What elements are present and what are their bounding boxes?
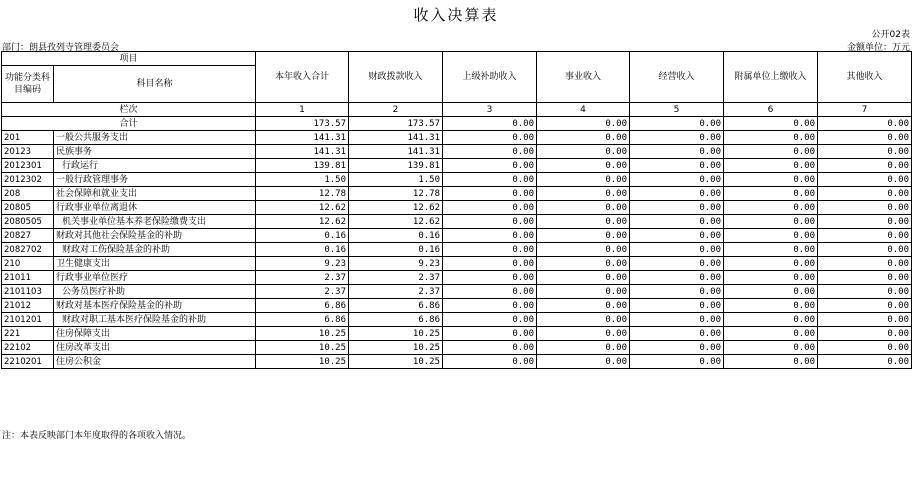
subject-name-cell: 机关事业单位基本养老保险缴费支出 <box>54 215 256 229</box>
amount-cell: 0.00 <box>630 243 724 257</box>
total-value: 0.00 <box>443 117 537 131</box>
amount-cell: 0.00 <box>630 313 724 327</box>
amount-cell: 0.00 <box>537 313 630 327</box>
header-function-code: 功能分类科目编码 <box>2 66 54 103</box>
amount-cell: 0.00 <box>818 285 912 299</box>
amount-cell: 0.00 <box>537 355 630 369</box>
amount-cell: 6.86 <box>256 299 349 313</box>
table-row <box>2 355 912 369</box>
function-code-cell: 2012301 <box>2 159 54 173</box>
amount-cell: 0.00 <box>724 229 818 243</box>
amount-cell: 1.50 <box>349 173 443 187</box>
amount-cell: 0.00 <box>443 341 537 355</box>
amount-cell: 0.00 <box>443 145 537 159</box>
header-other-income: 其他收入 <box>818 52 912 103</box>
index-number: 2 <box>349 103 443 117</box>
index-number: 3 <box>443 103 537 117</box>
subject-name-cell: 住房公积金 <box>54 355 256 369</box>
amount-cell: 0.00 <box>537 131 630 145</box>
amount-unit-label: 金额单位：万元 <box>846 43 910 53</box>
amount-cell: 6.86 <box>349 299 443 313</box>
amount-cell: 0.00 <box>537 271 630 285</box>
total-value: 0.00 <box>630 117 724 131</box>
amount-cell: 0.00 <box>818 229 912 243</box>
total-value: 173.57 <box>256 117 349 131</box>
index-number: 7 <box>818 103 912 117</box>
amount-cell: 0.00 <box>443 187 537 201</box>
amount-cell: 0.00 <box>724 159 818 173</box>
amount-cell: 0.00 <box>818 327 912 341</box>
amount-cell: 0.00 <box>630 327 724 341</box>
table-row <box>2 313 912 327</box>
subject-name-cell: 民族事务 <box>54 145 256 159</box>
table-row <box>2 131 912 145</box>
amount-cell: 0.00 <box>724 355 818 369</box>
total-value: 0.00 <box>537 117 630 131</box>
report-title: 收入决算表 <box>413 6 499 24</box>
amount-cell: 12.78 <box>349 187 443 201</box>
function-code-cell: 2101201 <box>2 313 54 327</box>
subject-name-cell: 社会保障和就业支出 <box>54 187 256 201</box>
subject-name-cell: 行政事业单位离退休 <box>54 201 256 215</box>
amount-cell: 0.00 <box>630 229 724 243</box>
function-code-cell: 2210201 <box>2 355 54 369</box>
header-business-income: 事业收入 <box>537 52 630 103</box>
table-row <box>2 215 912 229</box>
function-code-cell: 221 <box>2 327 54 341</box>
amount-cell: 0.00 <box>537 159 630 173</box>
table-row <box>2 201 912 215</box>
amount-cell: 0.00 <box>724 173 818 187</box>
amount-cell: 0.16 <box>349 229 443 243</box>
form-code: 公开02表 <box>871 30 910 40</box>
amount-cell: 2.37 <box>256 271 349 285</box>
table-row <box>2 243 912 257</box>
amount-cell: 0.00 <box>443 229 537 243</box>
amount-cell: 10.25 <box>349 327 443 341</box>
table-row <box>2 173 912 187</box>
amount-cell: 0.00 <box>630 355 724 369</box>
amount-cell: 0.00 <box>443 215 537 229</box>
amount-cell: 0.00 <box>443 201 537 215</box>
amount-cell: 0.00 <box>818 159 912 173</box>
amount-cell: 141.31 <box>349 145 443 159</box>
amount-cell: 0.00 <box>537 299 630 313</box>
amount-cell: 0.00 <box>537 285 630 299</box>
subject-name-cell: 行政运行 <box>54 159 256 173</box>
amount-cell: 9.23 <box>349 257 443 271</box>
amount-cell: 0.00 <box>630 341 724 355</box>
subject-name-cell: 行政事业单位医疗 <box>54 271 256 285</box>
header-superior-subsidy: 上级补助收入 <box>443 52 537 103</box>
amount-cell: 2.37 <box>349 285 443 299</box>
amount-cell: 0.00 <box>818 257 912 271</box>
table-row <box>2 271 912 285</box>
function-code-cell: 20805 <box>2 201 54 215</box>
amount-cell: 141.31 <box>256 145 349 159</box>
function-code-cell: 2012302 <box>2 173 54 187</box>
function-code-cell: 21011 <box>2 271 54 285</box>
amount-cell: 0.00 <box>818 355 912 369</box>
total-value: 0.00 <box>818 117 912 131</box>
table-row <box>2 187 912 201</box>
subject-name-cell: 卫生健康支出 <box>54 257 256 271</box>
table-row <box>2 299 912 313</box>
function-code-cell: 2101103 <box>2 285 54 299</box>
amount-cell: 0.00 <box>724 145 818 159</box>
function-code-cell: 210 <box>2 257 54 271</box>
header-total-income: 本年收入合计 <box>256 52 349 103</box>
amount-cell: 0.00 <box>818 271 912 285</box>
table-row <box>2 159 912 173</box>
function-code-cell: 2080505 <box>2 215 54 229</box>
table-row <box>2 257 912 271</box>
function-code-cell: 2082702 <box>2 243 54 257</box>
table-row <box>2 341 912 355</box>
subject-name-cell: 一般行政管理事务 <box>54 173 256 187</box>
function-code-cell: 208 <box>2 187 54 201</box>
amount-cell: 0.00 <box>443 299 537 313</box>
amount-cell: 141.31 <box>256 131 349 145</box>
amount-cell: 0.00 <box>443 173 537 187</box>
header-affiliated-units-income: 附属单位上缴收入 <box>724 52 818 103</box>
amount-cell: 12.62 <box>256 215 349 229</box>
amount-cell: 0.00 <box>630 201 724 215</box>
amount-cell: 0.16 <box>349 243 443 257</box>
table-row <box>2 327 912 341</box>
amount-cell: 12.62 <box>349 201 443 215</box>
amount-cell: 0.00 <box>630 271 724 285</box>
amount-cell: 10.25 <box>256 355 349 369</box>
amount-cell: 0.00 <box>630 215 724 229</box>
amount-cell: 0.00 <box>630 285 724 299</box>
function-code-cell: 201 <box>2 131 54 145</box>
amount-cell: 139.81 <box>349 159 443 173</box>
subject-name-cell: 一般公共服务支出 <box>54 131 256 145</box>
amount-cell: 141.31 <box>349 131 443 145</box>
amount-cell: 2.37 <box>256 285 349 299</box>
amount-cell: 0.00 <box>724 313 818 327</box>
header-subject-name: 科目名称 <box>54 66 256 103</box>
amount-cell: 0.00 <box>537 341 630 355</box>
amount-cell: 0.00 <box>818 173 912 187</box>
amount-cell: 6.86 <box>349 313 443 327</box>
amount-cell: 0.00 <box>630 299 724 313</box>
amount-cell: 0.16 <box>256 243 349 257</box>
subject-name-cell: 住房改革支出 <box>54 341 256 355</box>
amount-cell: 0.00 <box>630 159 724 173</box>
amount-cell: 10.25 <box>256 327 349 341</box>
subject-name-cell: 公务员医疗补助 <box>54 285 256 299</box>
amount-cell: 0.00 <box>818 341 912 355</box>
amount-cell: 0.00 <box>724 271 818 285</box>
header-item-group: 项目 <box>2 52 256 66</box>
subject-name-cell: 住房保障支出 <box>54 327 256 341</box>
function-code-cell: 20123 <box>2 145 54 159</box>
total-label: 合计 <box>2 117 256 131</box>
amount-cell: 0.00 <box>443 243 537 257</box>
index-number: 6 <box>724 103 818 117</box>
total-row <box>2 117 912 131</box>
amount-cell: 0.00 <box>443 313 537 327</box>
amount-cell: 0.00 <box>443 271 537 285</box>
amount-cell: 0.00 <box>443 285 537 299</box>
function-code-cell: 22102 <box>2 341 54 355</box>
amount-cell: 10.25 <box>349 341 443 355</box>
amount-cell: 0.00 <box>630 145 724 159</box>
amount-cell: 0.00 <box>724 187 818 201</box>
function-code-cell: 20827 <box>2 229 54 243</box>
amount-cell: 0.00 <box>724 257 818 271</box>
amount-cell: 0.00 <box>537 201 630 215</box>
amount-cell: 12.78 <box>256 187 349 201</box>
amount-cell: 0.00 <box>724 341 818 355</box>
amount-cell: 0.00 <box>818 145 912 159</box>
amount-cell: 0.00 <box>537 257 630 271</box>
amount-cell: 0.00 <box>818 131 912 145</box>
amount-cell: 9.23 <box>256 257 349 271</box>
amount-cell: 0.00 <box>724 215 818 229</box>
amount-cell: 0.00 <box>630 131 724 145</box>
income-final-accounts-table <box>1 51 912 369</box>
footnote: 注：本表反映部门本年度取得的各项收入情况。 <box>2 431 192 441</box>
amount-cell: 0.00 <box>724 131 818 145</box>
table-row <box>2 145 912 159</box>
amount-cell: 0.00 <box>537 215 630 229</box>
amount-cell: 0.00 <box>537 327 630 341</box>
amount-cell: 0.00 <box>818 187 912 201</box>
total-value: 0.00 <box>724 117 818 131</box>
index-number: 5 <box>630 103 724 117</box>
amount-cell: 6.86 <box>256 313 349 327</box>
amount-cell: 10.25 <box>349 355 443 369</box>
department-label: 部门：朗县孜列寺管理委员会 <box>2 43 120 53</box>
amount-cell: 0.00 <box>724 243 818 257</box>
amount-cell: 0.00 <box>724 327 818 341</box>
amount-cell: 0.00 <box>443 327 537 341</box>
table-row <box>2 285 912 299</box>
amount-cell: 0.00 <box>724 201 818 215</box>
subject-name-cell: 财政对其他社会保险基金的补助 <box>54 229 256 243</box>
amount-cell: 0.00 <box>537 187 630 201</box>
subject-name-cell: 财政对职工基本医疗保险基金的补助 <box>54 313 256 327</box>
subject-name-cell: 财政对工伤保险基金的补助 <box>54 243 256 257</box>
amount-cell: 0.00 <box>630 257 724 271</box>
amount-cell: 0.00 <box>537 229 630 243</box>
amount-cell: 0.00 <box>537 243 630 257</box>
amount-cell: 2.37 <box>349 271 443 285</box>
amount-cell: 0.00 <box>818 243 912 257</box>
amount-cell: 0.00 <box>818 313 912 327</box>
function-code-cell: 21012 <box>2 299 54 313</box>
subject-name-cell: 财政对基本医疗保险基金的补助 <box>54 299 256 313</box>
amount-cell: 0.00 <box>724 285 818 299</box>
amount-cell: 0.00 <box>630 187 724 201</box>
amount-cell: 1.50 <box>256 173 349 187</box>
amount-cell: 0.00 <box>818 201 912 215</box>
amount-cell: 0.00 <box>818 299 912 313</box>
amount-cell: 0.00 <box>818 215 912 229</box>
header-fiscal-appropriation: 财政拨款收入 <box>349 52 443 103</box>
amount-cell: 0.00 <box>443 355 537 369</box>
amount-cell: 139.81 <box>256 159 349 173</box>
index-number: 4 <box>537 103 630 117</box>
total-value: 173.57 <box>349 117 443 131</box>
data-rows <box>2 131 912 369</box>
amount-cell: 12.62 <box>349 215 443 229</box>
amount-cell: 0.00 <box>724 299 818 313</box>
amount-cell: 0.00 <box>630 173 724 187</box>
amount-cell: 0.00 <box>443 131 537 145</box>
index-number: 1 <box>256 103 349 117</box>
index-row-label: 栏次 <box>2 103 256 117</box>
amount-cell: 0.16 <box>256 229 349 243</box>
amount-cell: 12.62 <box>256 201 349 215</box>
amount-cell: 10.25 <box>256 341 349 355</box>
amount-cell: 0.00 <box>537 145 630 159</box>
amount-cell: 0.00 <box>443 159 537 173</box>
header-operating-income: 经营收入 <box>630 52 724 103</box>
table-row <box>2 229 912 243</box>
amount-cell: 0.00 <box>443 257 537 271</box>
amount-cell: 0.00 <box>537 173 630 187</box>
